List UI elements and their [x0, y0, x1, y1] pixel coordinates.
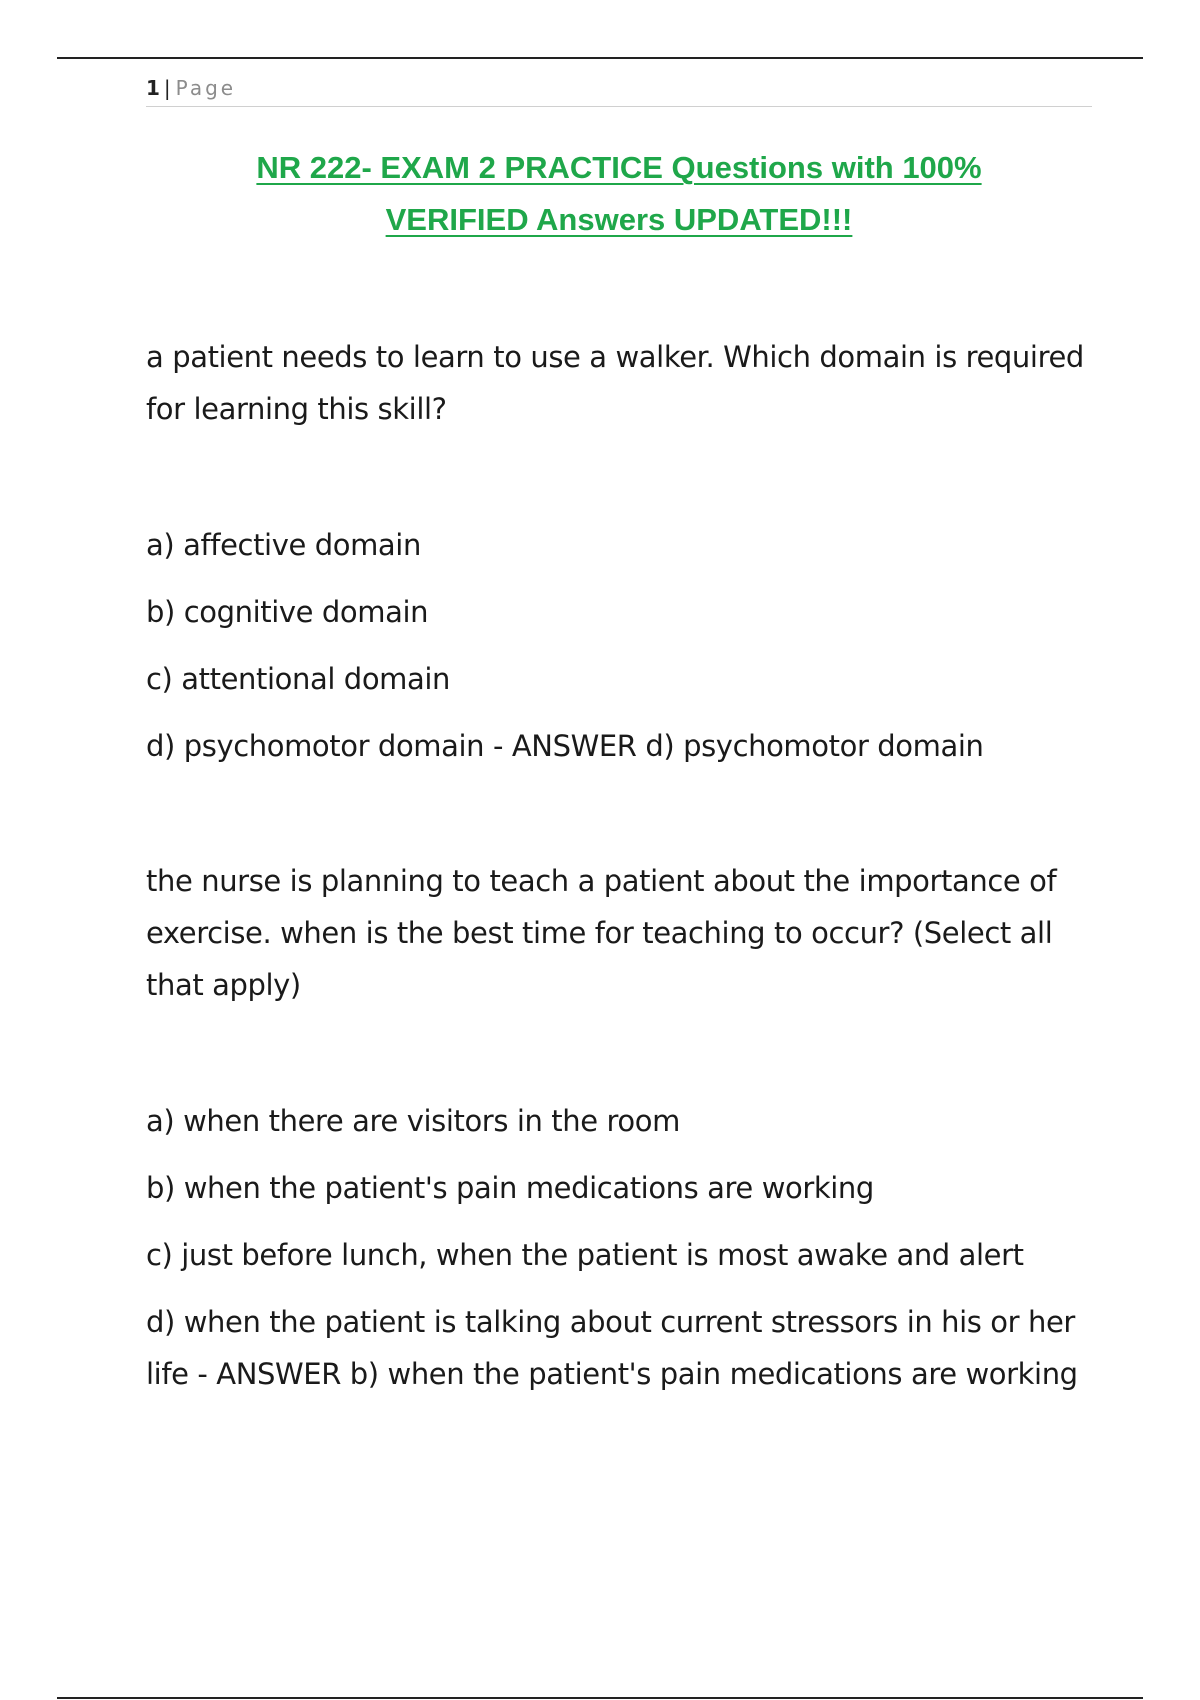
option-list: [146, 519, 1106, 772]
top-rule: [57, 57, 1143, 59]
page-label: Page: [175, 76, 237, 100]
question-text: a patient needs to learn to use a walker. Which domain is required for learning this skill?: [146, 340, 1084, 426]
option-list: [146, 1095, 1106, 1400]
page-header: [146, 74, 1092, 107]
bottom-rule: [57, 1697, 1143, 1699]
title-line-2: VERIFIED Answers UPDATED!!!: [385, 202, 853, 237]
option-b: b) when the patient's pain medications are working: [146, 1171, 874, 1205]
document-title: [146, 142, 1092, 246]
question-text: the nurse is planning to teach a patient about the importance of exercise. when is the best time for teaching to occur? (Select all that apply): [146, 864, 1057, 1002]
option-a: a) affective domain: [146, 528, 421, 562]
question-block-2: [146, 855, 1106, 1415]
page-separator: |: [163, 76, 171, 100]
option-d-answer: d) psychomotor domain - ANSWER d) psychomotor domain: [146, 729, 984, 763]
question-block-1: [146, 331, 1106, 787]
option-a: a) when there are visitors in the room: [146, 1104, 680, 1138]
page-number: 1: [146, 76, 160, 100]
option-d-answer: d) when the patient is talking about current stressors in his or her life - ANSWER b) when the patient's pain medications are working: [146, 1305, 1078, 1391]
option-b: b) cognitive domain: [146, 595, 429, 629]
option-c: c) just before lunch, when the patient is most awake and alert: [146, 1238, 1024, 1272]
option-c: c) attentional domain: [146, 662, 451, 696]
title-line-1: NR 222- EXAM 2 PRACTICE Questions with 100%: [256, 150, 982, 185]
